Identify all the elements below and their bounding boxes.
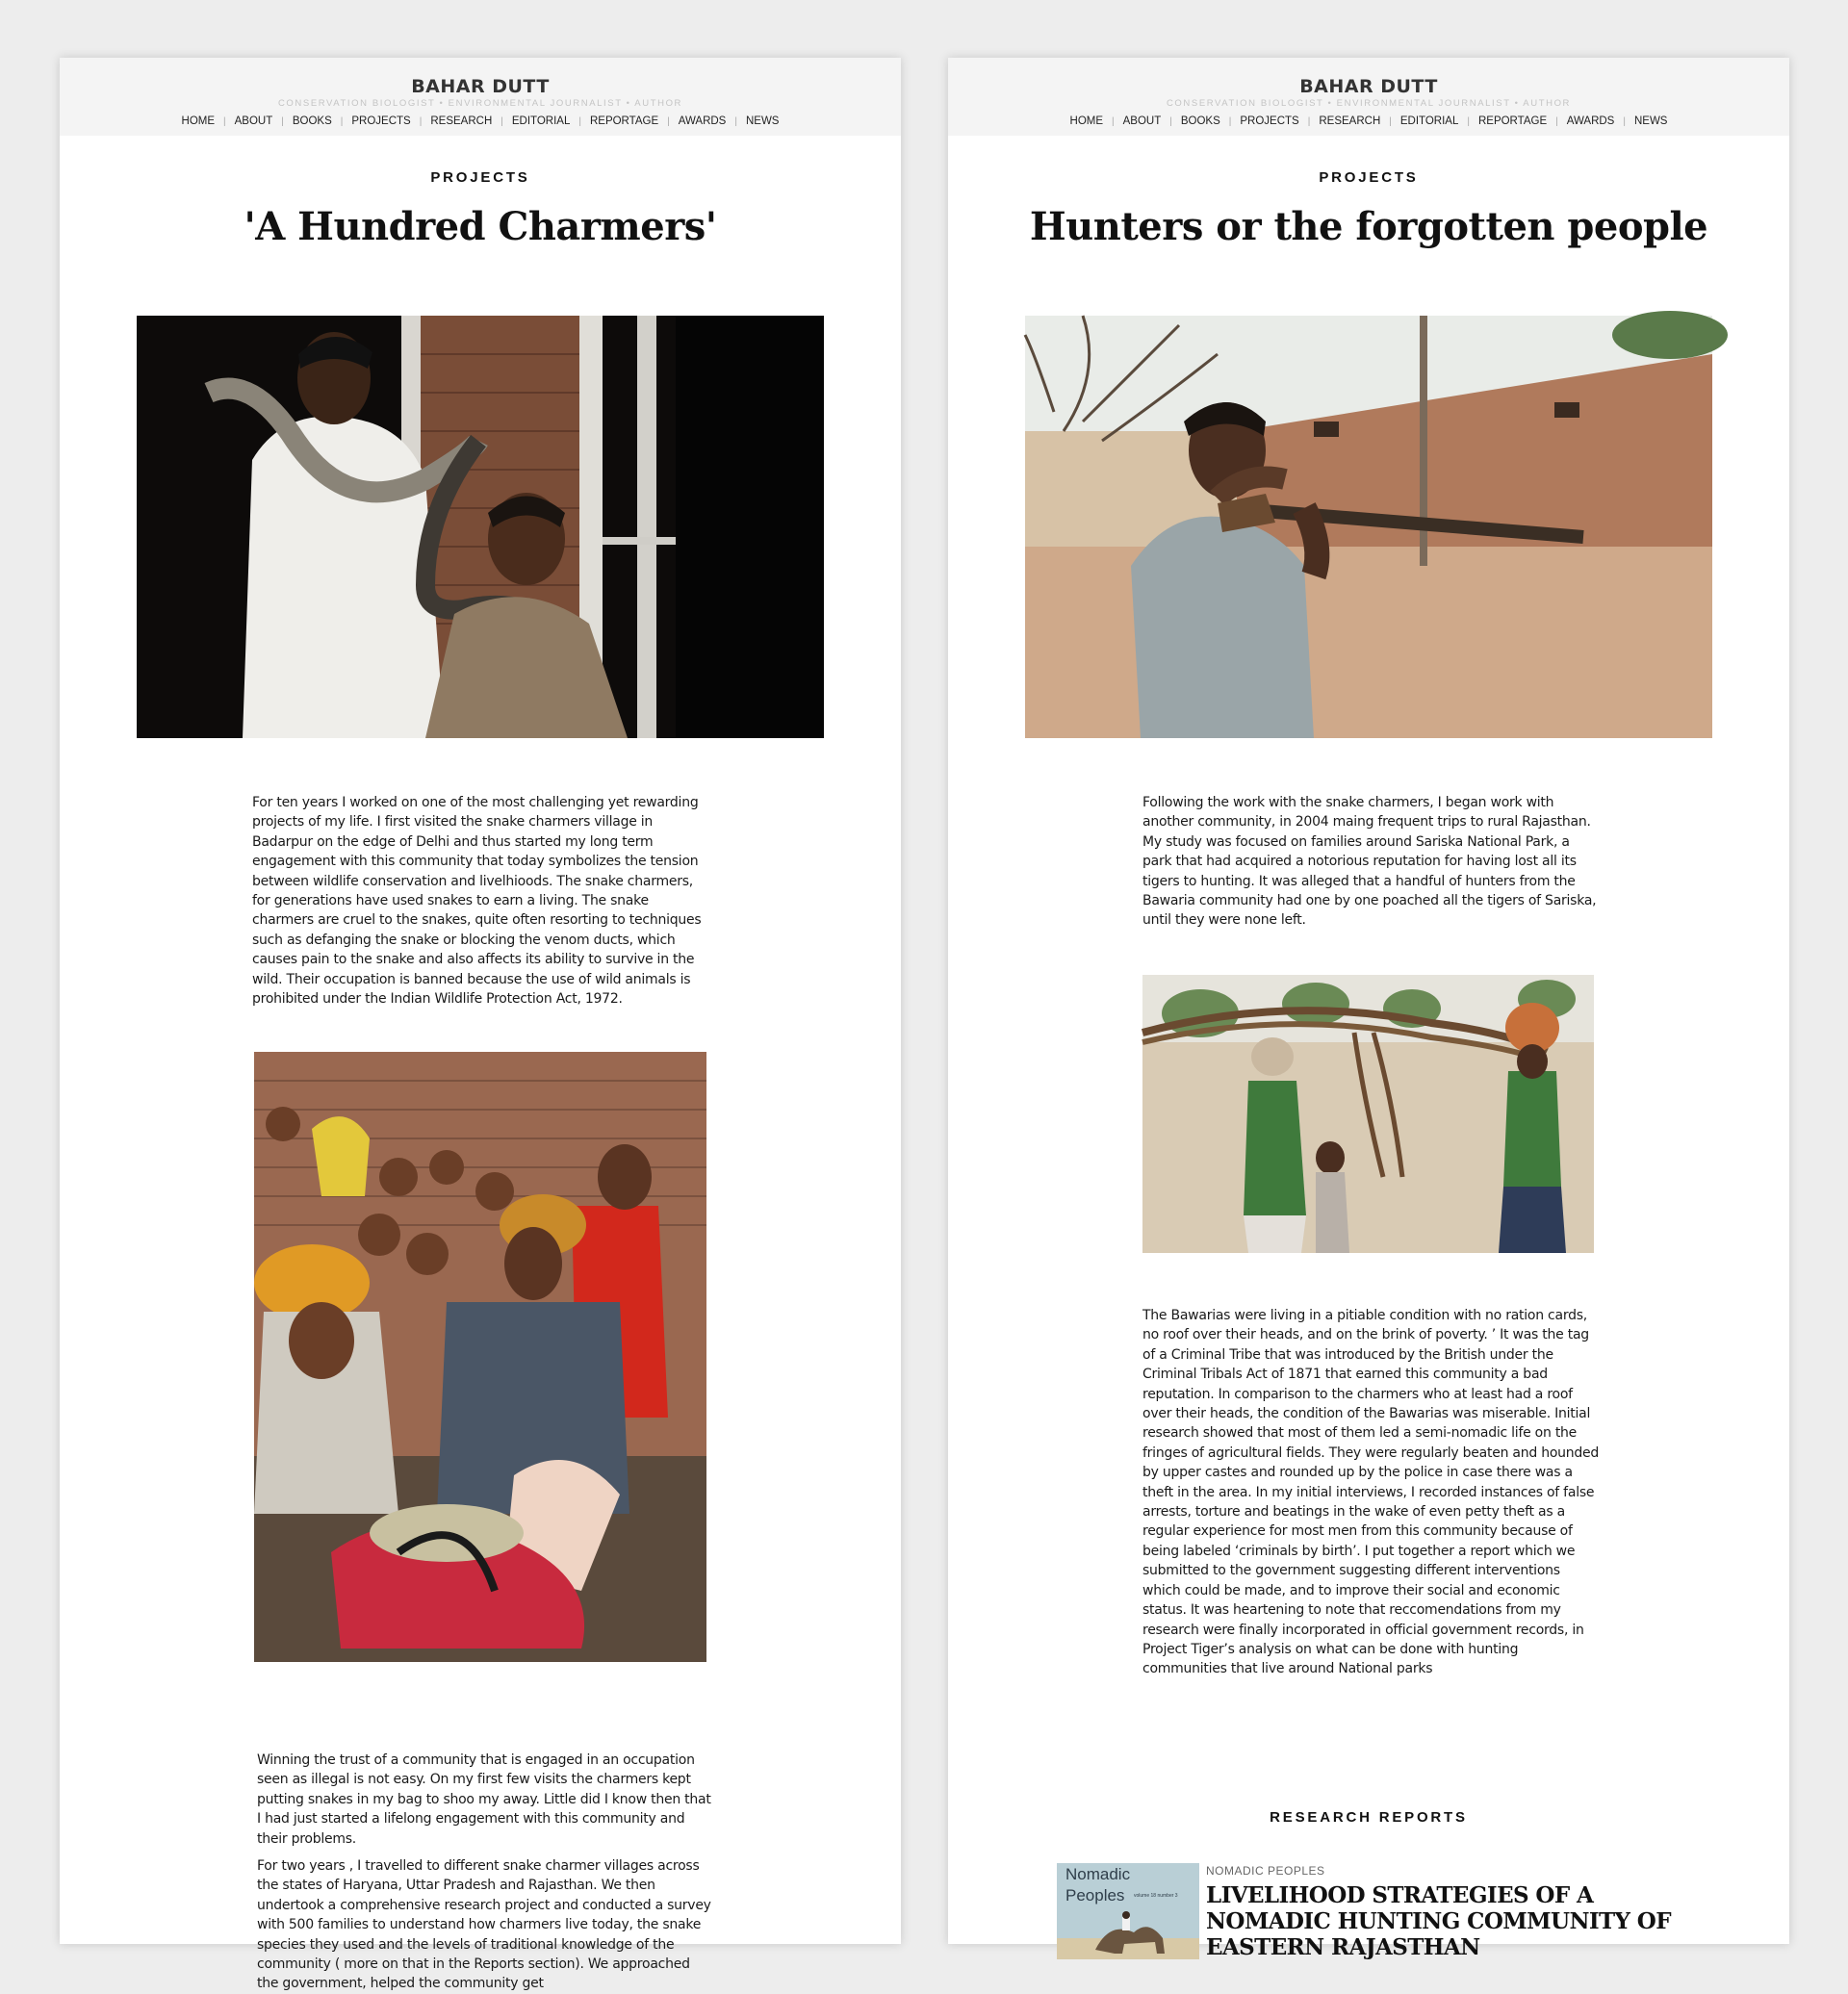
nav-separator: | xyxy=(1555,115,1558,127)
site-brand[interactable]: BAHAR DUTT xyxy=(1299,76,1438,97)
report-title-link[interactable]: LIVELIHOOD STRATEGIES OF A NOMADIC HUNTING COMMUNITY OF EASTERN RAJASTHAN xyxy=(1206,1882,1671,1960)
nav-separator: | xyxy=(1112,115,1115,127)
main-nav xyxy=(60,115,901,127)
site-header xyxy=(948,58,1789,136)
snake-charmer-photo xyxy=(137,316,824,738)
charmers-group-photo xyxy=(254,1052,706,1662)
nav-separator: | xyxy=(1389,115,1392,127)
nav-separator: | xyxy=(281,115,284,127)
nav-home[interactable]: HOME xyxy=(181,115,216,127)
intro-paragraph: For ten years I worked on one of the most challenging yet rewarding projects of my life. I first visited the snake charmers village in Badarpur on the edge of Delhi and thus started my long term engagement with this community that today symbolizes the tension between wildlife conservation and livelhioods. The snake charmers, for generations have used snakes to earn a living. The snake charmers are cruel to the snakes, quite often resorting to techniques such as defanging the snake or blocking the venom ducts, which causes pain to the snake and also affects its ability to survive in the wild. Their occupation is banned because the use of wild animals is prohibited under the Indian Wildlife Protection Act, 1972. xyxy=(252,795,702,1008)
nav-separator: | xyxy=(667,115,670,127)
nav-separator: | xyxy=(1623,115,1626,127)
cover-title-line1: Nomadic xyxy=(1065,1865,1131,1883)
cover-volume-label: volume 18 number 3 xyxy=(1134,1893,1178,1899)
nav-projects[interactable]: PROJECTS xyxy=(351,115,411,127)
nav-separator: | xyxy=(1169,115,1172,127)
nav-reportage[interactable]: REPORTAGE xyxy=(1477,115,1548,127)
site-brand[interactable]: BAHAR DUTT xyxy=(411,76,550,97)
hunter-rifle-photo xyxy=(1025,316,1712,738)
nav-research[interactable]: RESEARCH xyxy=(430,115,493,127)
research-reports-heading: RESEARCH REPORTS xyxy=(1270,1809,1468,1826)
main-nav xyxy=(948,115,1789,127)
nav-separator: | xyxy=(578,115,581,127)
nav-separator: | xyxy=(419,115,423,127)
nav-separator: | xyxy=(734,115,737,127)
nav-news[interactable]: NEWS xyxy=(745,115,780,127)
nav-about[interactable]: ABOUT xyxy=(234,115,273,127)
right-page-panel xyxy=(948,58,1789,1960)
site-tagline: CONSERVATION BIOLOGIST • ENVIRONMENTAL JOURNALIST • AUTHOR xyxy=(1166,98,1572,109)
section-label: PROJECTS xyxy=(1319,169,1419,186)
left-page-panel xyxy=(60,58,901,1992)
nav-research[interactable]: RESEARCH xyxy=(1319,115,1381,127)
nav-separator: | xyxy=(1467,115,1470,127)
site-tagline: CONSERVATION BIOLOGIST • ENVIRONMENTAL JOURNALIST • AUTHOR xyxy=(277,98,683,109)
cover-camel-illustration xyxy=(1057,1911,1199,1959)
nav-about[interactable]: ABOUT xyxy=(1122,115,1162,127)
page-title: Hunters or the forgotten people xyxy=(1029,204,1708,249)
nav-editorial[interactable]: EDITORIAL xyxy=(1399,115,1459,127)
nav-separator: | xyxy=(1228,115,1232,127)
nav-awards[interactable]: AWARDS xyxy=(678,115,727,127)
bawaria-paragraph: The Bawarias were living in a pitiable condition with no ration cards, no roof over their heads, and on the brink of poverty. ’ It was the tag of a Criminal Tribe that was introduced by the British under the Criminal Tribals Act of 1871 that earned this community a bad reputation. In comparison to the charmers who at least had a roof over their heads, the condition of the Bawarias was miserable. Initial research showed that most of them led a semi-nomadic life on the fringes of agricultural fields. They were regularly beaten and hounded by upper castes and rounded up by the police in case there was a theft in the area. In my initial interviews, I recorded instances of false arrests, torture and beatings in the wake of even petty theft as a regular experience for most men from this community because of being labeled ‘criminals by birth’. I put together a report which we submitted to the government suggesting different interventions which could be made, and to improve their social and economic status. It was heartening to note that reccomendations from my research were finally incorporated in official government records, in Project Tiger’s analysis on what can be done with hunting communities that live around National parks xyxy=(1142,1308,1600,1677)
intro-paragraph: Following the work with the snake charmers, I began work with another community, in 2004 maing frequent trips to rural Rajasthan. My study was focused on families around Sariska National Park, a park that had acquired a notorious reputation for having lost all its tigers to hunting. It was alleged that a handful of hunters from the Bawaria community had one by one poached all the tigers of Sariska, until they were none left. xyxy=(1142,795,1597,929)
page-title: 'A Hundred Charmers' xyxy=(244,204,717,249)
travel-paragraph: For two years , I travelled to different snake charmer villages across the states of Haryana, Uttar Pradesh and Rajasthan. We then undertook a comprehensive research project and conducted a survey with 500 families to understand how charmers live today, the snake species they used and the levels of traditional knowledge of the community ( more on that in the Reports section). We approached the government, helped the community get xyxy=(257,1858,711,1992)
nav-projects[interactable]: PROJECTS xyxy=(1240,115,1299,127)
journal-cover-thumbnail[interactable] xyxy=(1057,1863,1199,1959)
site-header xyxy=(60,58,901,136)
nav-editorial[interactable]: EDITORIAL xyxy=(511,115,571,127)
nav-separator: | xyxy=(500,115,503,127)
nav-reportage[interactable]: REPORTAGE xyxy=(589,115,659,127)
nav-separator: | xyxy=(223,115,226,127)
report-source: NOMADIC PEOPLES xyxy=(1206,1864,1325,1878)
nav-home[interactable]: HOME xyxy=(1069,115,1104,127)
research-report-card[interactable] xyxy=(1057,1805,1682,1960)
nav-separator: | xyxy=(340,115,344,127)
trust-paragraph: Winning the trust of a community that is engaged in an occupation seen as illegal is not easy. On my first few visits the charmers kept putting snakes in my bag to shoo my away. Little did I know then that I had just started a lifelong engagement with this community and their problems. xyxy=(257,1752,711,1847)
nav-books[interactable]: BOOKS xyxy=(292,115,332,127)
nav-awards[interactable]: AWARDS xyxy=(1566,115,1615,127)
nav-news[interactable]: NEWS xyxy=(1633,115,1668,127)
nav-separator: | xyxy=(1307,115,1311,127)
cover-title-line2: Peoples xyxy=(1065,1886,1125,1905)
nomadic-family-photo xyxy=(1142,975,1594,1253)
section-label: PROJECTS xyxy=(430,169,530,186)
nav-books[interactable]: BOOKS xyxy=(1180,115,1220,127)
